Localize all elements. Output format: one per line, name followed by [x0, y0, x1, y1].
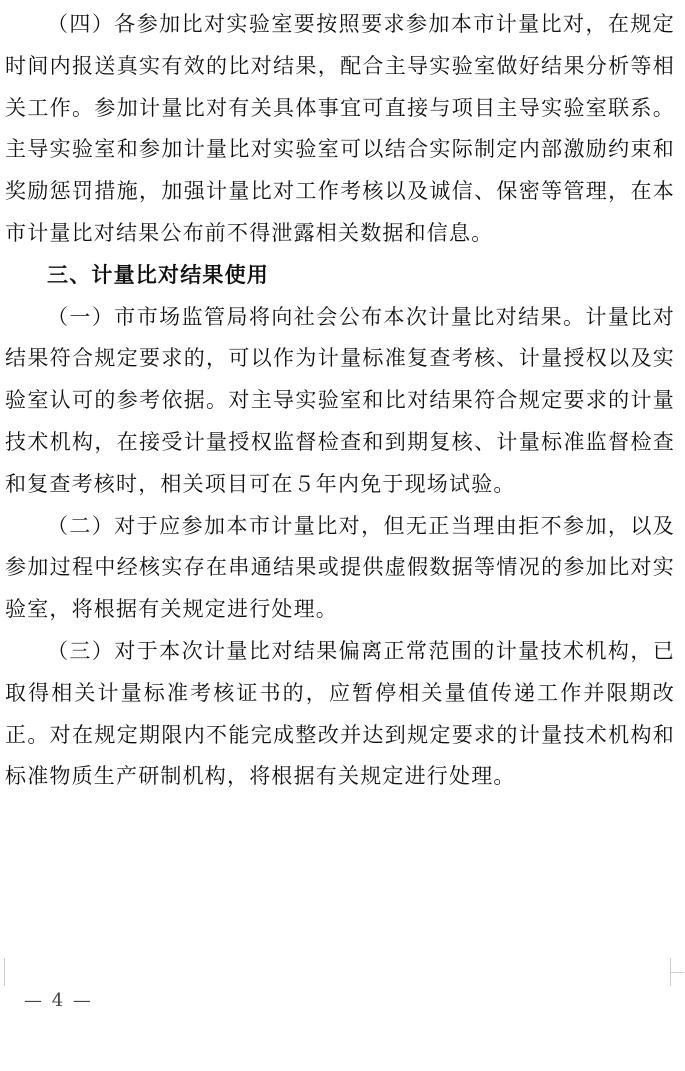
- crop-mark-right-horizontal: [670, 972, 684, 973]
- paragraph-item-3: （三）对于本次计量比对结果偏离正常范围的计量技术机构，已取得相关计量标准考核证书的，应暂停相关量值传递工作并限期改正。对在规定期限内不能完成整改并达到规定要求的计量技术机构和标准物质生产研制机构，将根据有关规定进行处理。: [5, 638, 675, 789]
- section-heading-3: 三、计量比对结果使用: [47, 262, 269, 287]
- document-body: [5, 4, 675, 798]
- paragraph-item-1: （一）市市场监管局将向社会公布本次计量比对结果。计量比对结果符合规定要求的，可以作为计量标准复查考核、计量授权以及实验室认可的参考依据。对主导实验室和比对结果符合规定要求的计量技术机构，在接受计量授权监督检查和到期复核、计量标准监督检查和复查考核时，相关项目可在５年内免于现场试验。: [5, 304, 675, 496]
- crop-mark-left-vertical: [4, 958, 5, 986]
- page-number: — 4 —: [24, 990, 93, 1011]
- paragraph-item-2: （二）对于应参加本市计量比对，但无正当理由拒不参加，以及参加过程中经核实存在串通结果或提供虚假数据等情况的参加比对实验室，将根据有关规定进行处理。: [5, 513, 675, 622]
- paragraph-item-4: （四）各参加比对实验室要按照要求参加本市计量比对，在规定时间内报送真实有效的比对结果，配合主导实验室做好结果分析等相关工作。参加计量比对有关具体事宜可直接与项目主导实验室联系。主导实验室和参加计量比对实验室可以结合实际制定内部激励约束和奖励惩罚措施，加强计量比对工作考核以及诚信、保密等管理，在本市计量比对结果公布前不得泄露相关数据和信息。: [5, 12, 675, 245]
